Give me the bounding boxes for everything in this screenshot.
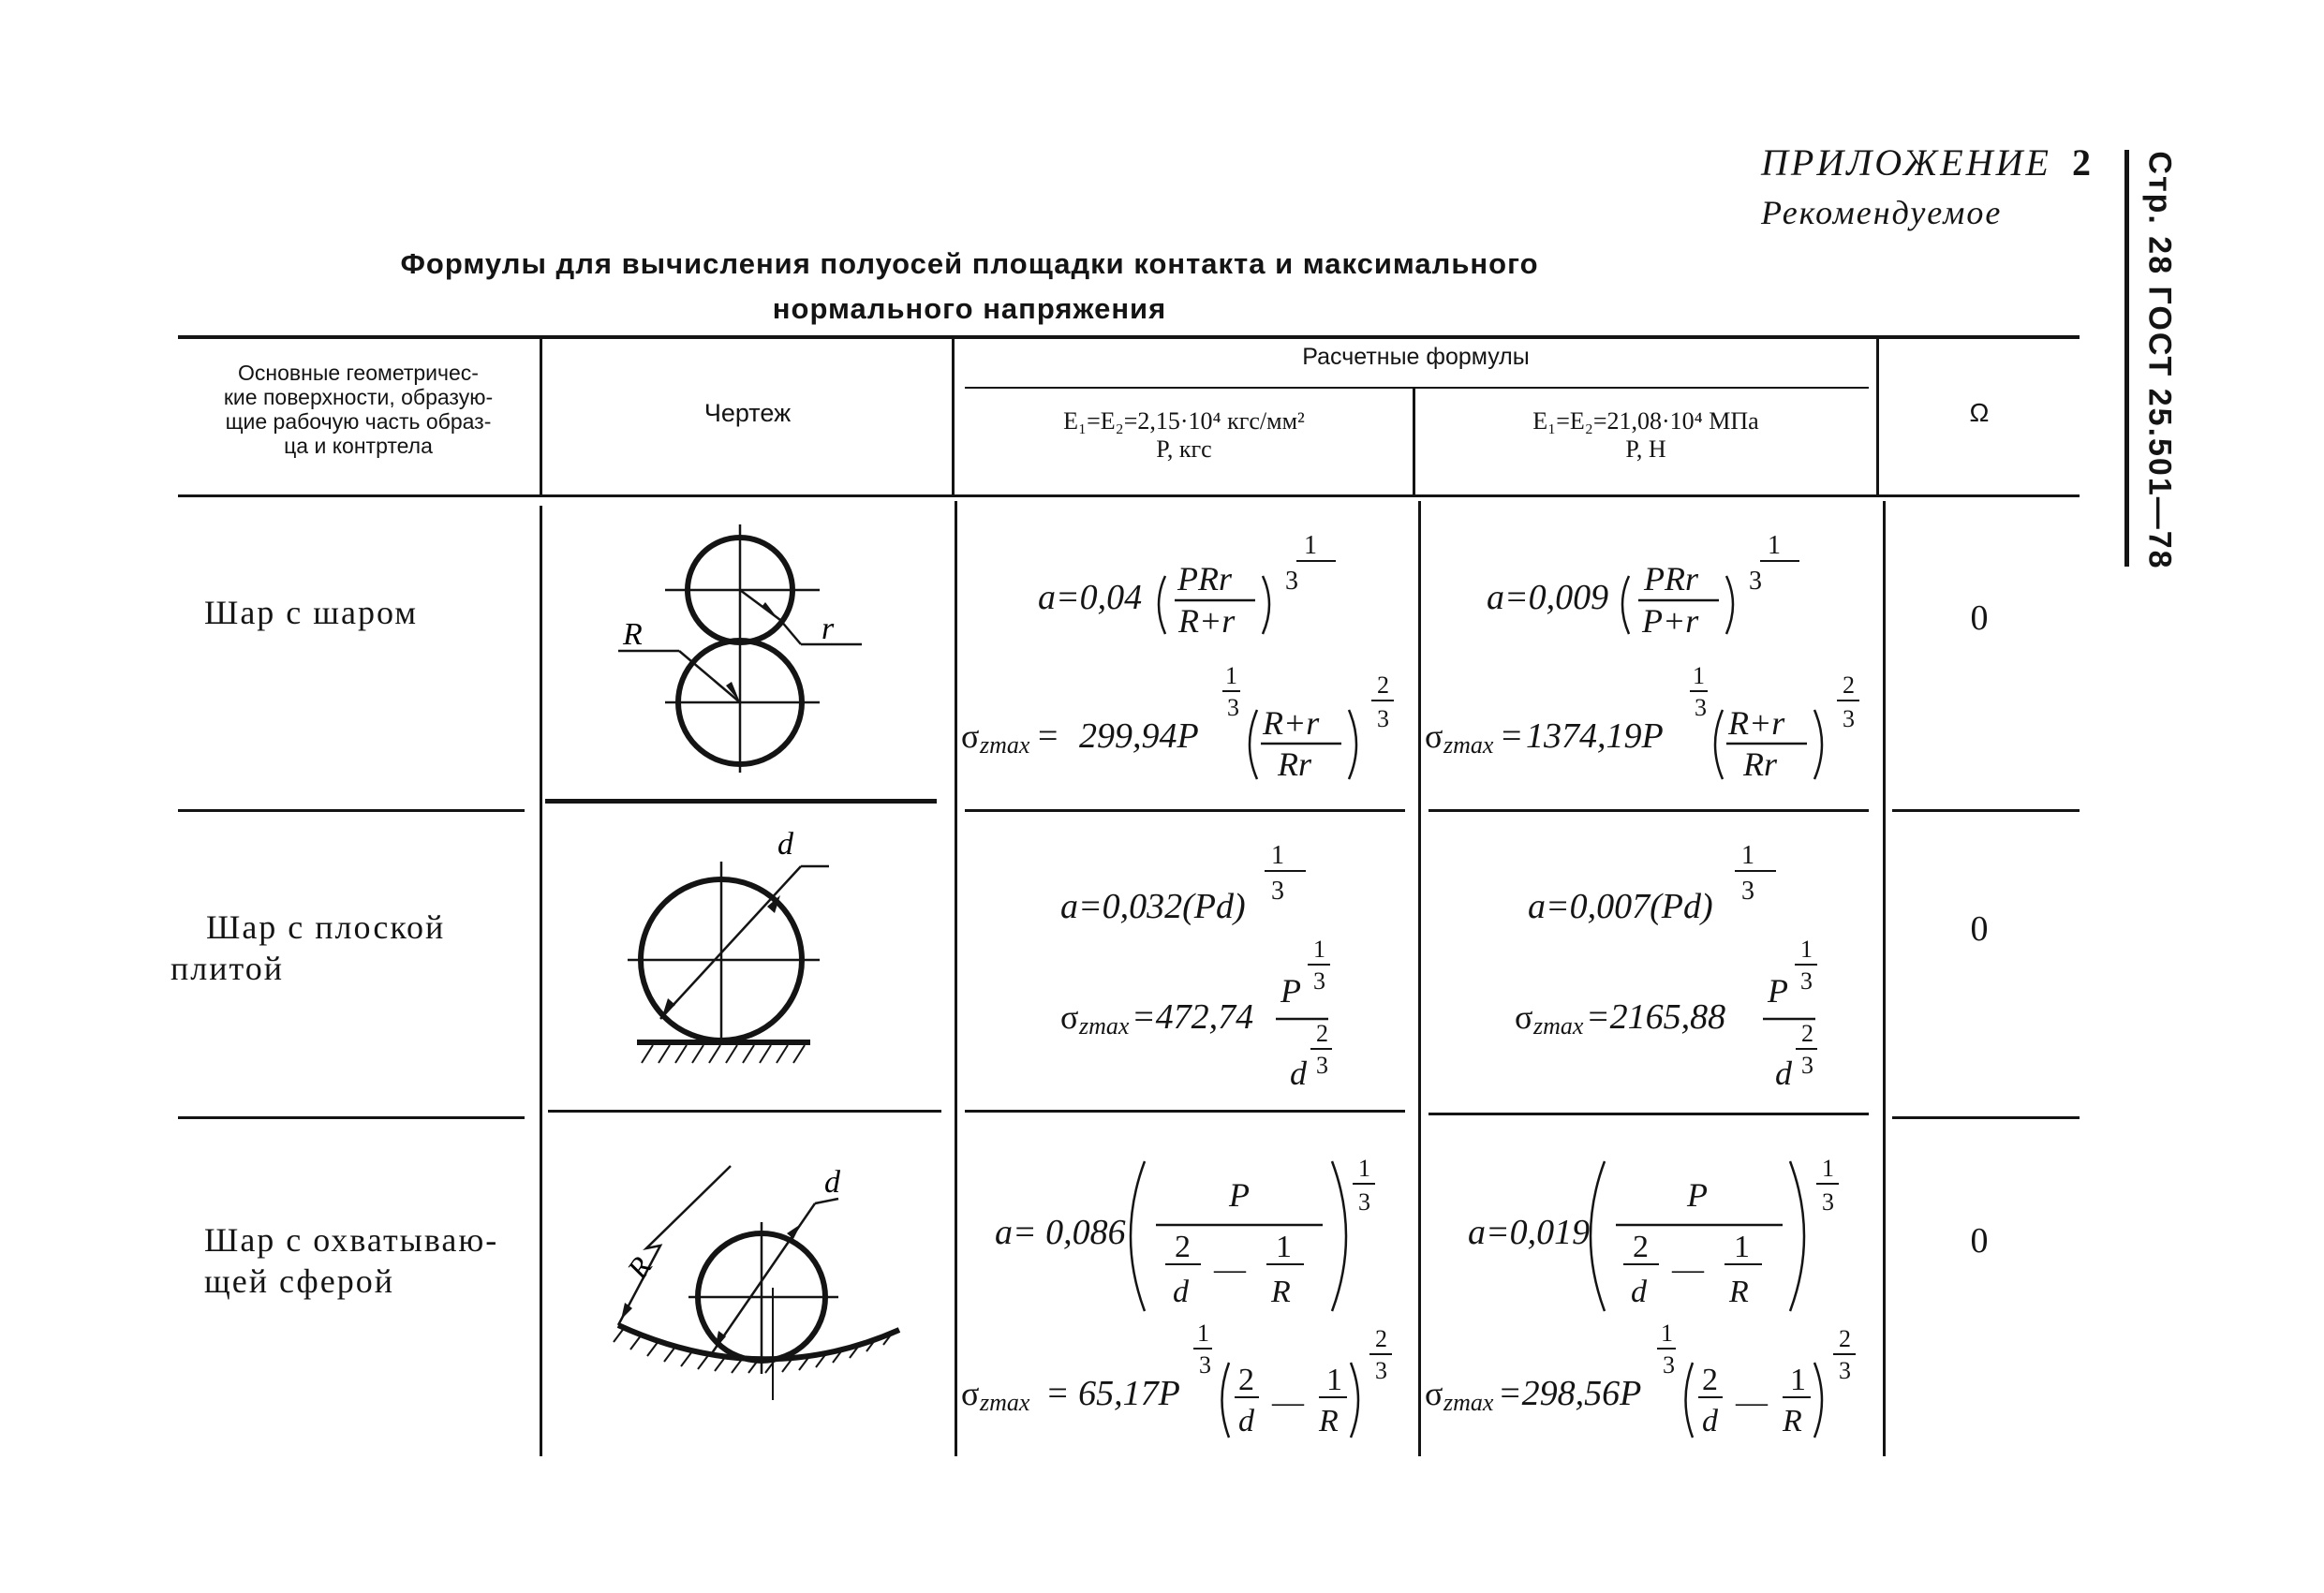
frac-num: P	[1229, 1176, 1250, 1214]
frac-num: P	[1768, 972, 1788, 1010]
table-top-rule	[178, 335, 2080, 339]
minus-sign: —	[1214, 1252, 1246, 1287]
row2-label	[170, 907, 531, 989]
drawing-label-R: R	[623, 617, 643, 652]
document-title	[178, 242, 1761, 332]
row1-last: 0	[1970, 598, 1989, 638]
exp-den: 3	[1801, 1052, 1813, 1079]
sigma-sub: zmax	[1443, 1389, 1494, 1416]
coef-text: a=0,019	[1468, 1213, 1591, 1252]
appendix-title	[1761, 140, 2094, 184]
header-mpa-line2: P, Н	[1625, 435, 1666, 463]
exp-den: 3	[1271, 877, 1284, 906]
header-last: Ω	[1969, 398, 1990, 427]
row2-kgf-sigma-formula	[957, 937, 1416, 1100]
row1-mpa-sigma-formula	[1421, 656, 1880, 796]
exp-den: 3	[1800, 967, 1813, 995]
row3-label	[204, 1219, 498, 1302]
row1-mpa-a-formula	[1421, 520, 1880, 651]
header-kgf	[955, 407, 1414, 464]
frac-R: R	[1319, 1404, 1339, 1438]
exp-den: 3	[1227, 694, 1239, 721]
row3-mpa-sigma-formula	[1421, 1320, 1880, 1452]
body-vline-4	[1883, 501, 1886, 1456]
frac-num: P	[1687, 1176, 1708, 1214]
exp-den: 3	[1843, 705, 1855, 732]
frac-R: R	[1783, 1404, 1802, 1438]
formula-text: a=0,007(Pd)	[1528, 887, 1713, 926]
sigma-symbol: σ	[1425, 1375, 1443, 1412]
coef-text: a=0,04	[1038, 578, 1143, 617]
side-rule	[2124, 150, 2129, 567]
frac-1: 1	[1790, 1363, 1806, 1397]
frac-d: d	[1173, 1275, 1189, 1309]
sigma-sub: zmax	[980, 731, 1030, 759]
frac-d: d	[1631, 1275, 1647, 1309]
row3-kgf-a-formula	[957, 1143, 1416, 1320]
row3-label-line2: щей сферой	[204, 1262, 394, 1300]
frac-1: 1	[1326, 1363, 1342, 1397]
frac-1: 1	[1734, 1230, 1750, 1264]
exp-num: 2	[1375, 1325, 1387, 1352]
svg-text:=: =	[1038, 716, 1058, 756]
frac-2: 2	[1702, 1363, 1718, 1397]
exp-num: 1	[1304, 531, 1317, 560]
row1-sep-b	[545, 799, 937, 804]
exp-den: 3	[1663, 1351, 1675, 1379]
row1-sep-e	[1892, 809, 2080, 812]
minus-sign: —	[1672, 1252, 1704, 1287]
drawing-ball-sphere	[548, 1128, 946, 1419]
header-formulas: Расчетные формулы	[1302, 344, 1530, 370]
exp-num: 1	[1768, 531, 1781, 560]
appendix-number: 2	[2071, 141, 2094, 184]
appendix-title-text: ПРИЛОЖЕНИЕ	[1761, 141, 2051, 184]
frac-num: R+r	[1728, 704, 1785, 742]
row2-sep-e	[1892, 1116, 2080, 1119]
title-line-1: Формулы для вычисления полуосей площадки контакта и максимального	[400, 247, 1539, 280]
exp-den: 3	[1358, 1188, 1370, 1216]
header-bottom-rule	[178, 494, 2080, 497]
sigma-sub: zmax	[1443, 731, 1494, 759]
frac-num: PRr	[1177, 560, 1232, 597]
sigma-symbol: σ	[961, 717, 980, 755]
exp-den: 3	[1741, 877, 1754, 906]
exp-den: 3	[1316, 1052, 1328, 1079]
sigma-sub: zmax	[980, 1389, 1030, 1416]
exp-den: 3	[1285, 567, 1298, 596]
frac-num: R+r	[1263, 704, 1320, 742]
exp-den: 3	[1695, 694, 1707, 721]
frac-2: 2	[1175, 1230, 1191, 1264]
row2-sep-c	[965, 1110, 1405, 1113]
row2-last: 0	[1970, 909, 1989, 949]
exp-num: 2	[1316, 1020, 1328, 1047]
header-surfaces	[178, 361, 539, 458]
sigma-symbol: σ	[961, 1375, 980, 1412]
exp-den: 3	[1377, 705, 1389, 732]
frac-num: P	[1280, 972, 1301, 1010]
header-kgf-line2: P, кгс	[1156, 435, 1212, 463]
sigma-symbol: σ	[1060, 998, 1079, 1036]
frac-den: d	[1775, 1055, 1792, 1092]
exp-num: 1	[1661, 1320, 1673, 1347]
frac-num: PRr	[1644, 560, 1698, 597]
row2-label-line2: плитой	[170, 950, 285, 987]
sigma-symbol: σ	[1425, 717, 1443, 755]
exp-den: 3	[1839, 1357, 1851, 1384]
minus-sign: —	[1736, 1385, 1768, 1420]
frac-d: d	[1238, 1404, 1254, 1438]
row1-sep-d	[1428, 809, 1869, 812]
header-mpa	[1415, 407, 1876, 464]
row1-sep-c	[965, 809, 1405, 812]
frac-den: Rr	[1743, 745, 1777, 783]
frac-1: 1	[1276, 1230, 1292, 1264]
header-mpa-line1: E₁=E₂=21,08·10⁴ МПа	[1532, 407, 1759, 435]
exp-num: 1	[1271, 841, 1284, 870]
exp-den: 3	[1375, 1357, 1387, 1384]
frac-den: d	[1290, 1055, 1307, 1092]
coef-text: =298,56P	[1498, 1374, 1642, 1413]
coef-text: =2165,88	[1586, 997, 1726, 1037]
exp-den: 3	[1822, 1188, 1834, 1216]
exp-num: 1	[1225, 662, 1237, 689]
frac-den: Rr	[1278, 745, 1311, 783]
coef-text: a= 0,086	[995, 1213, 1126, 1252]
exp-num: 1	[1313, 937, 1325, 963]
exp-num: 2	[1801, 1020, 1813, 1047]
frac-2: 2	[1633, 1230, 1649, 1264]
header-kgf-line1: E₁=E₂=2,15·10⁴ кгс/мм²	[1063, 407, 1305, 435]
subheader-rule	[965, 387, 1869, 389]
drawing-label-d2: d	[824, 1165, 840, 1200]
row3-label-line1: Шар с охватываю-	[204, 1221, 499, 1259]
row3-kgf-sigma-formula	[957, 1320, 1416, 1452]
row2-mpa-a-formula	[1421, 833, 1880, 937]
drawing-ball-plate	[548, 824, 946, 1105]
body-vline-1	[540, 506, 542, 1456]
minus-sign: —	[1272, 1385, 1304, 1420]
header-surfaces-line: ца и контртела	[284, 434, 433, 458]
row1-sep-a	[178, 809, 525, 812]
exp-num: 2	[1839, 1325, 1851, 1352]
title-line-2: нормального напряжения	[772, 292, 1167, 325]
sigma-sub: zmax	[1079, 1012, 1130, 1040]
exp-num: 1	[1358, 1155, 1370, 1182]
row2-sep-d	[1428, 1113, 1869, 1115]
row2-label-line1: Шар с плоской	[206, 908, 446, 946]
row2-kgf-a-formula	[957, 833, 1416, 937]
sigma-sub: zmax	[1533, 1012, 1584, 1040]
svg-text:=: =	[1502, 716, 1522, 756]
exp-num: 1	[1822, 1155, 1834, 1182]
appendix-subtitle: Рекомендуемое	[1761, 194, 2003, 231]
coef-text: =472,74	[1132, 997, 1254, 1037]
row2-sep-b	[548, 1110, 941, 1113]
header-surfaces-line: кие поверхности, образую-	[223, 385, 494, 409]
row1-kgf-a-formula	[957, 520, 1416, 651]
exp-num: 2	[1843, 671, 1855, 699]
coef-text: a=0,009	[1487, 578, 1609, 617]
header-drawing: Чертеж	[703, 399, 792, 427]
row1-kgf-sigma-formula	[957, 656, 1416, 796]
coef-text: 1374,19P	[1526, 716, 1664, 756]
frac-den: R+r	[1178, 602, 1236, 640]
side-label	[2131, 151, 2187, 570]
exp-den: 3	[1313, 967, 1325, 995]
row3-last: 0	[1970, 1221, 1989, 1261]
drawing-label-r: r	[822, 612, 835, 646]
frac-d: d	[1702, 1404, 1718, 1438]
header-surfaces-line: Основные геометричес-	[238, 361, 479, 385]
frac-R: R	[1729, 1275, 1749, 1309]
exp-num: 2	[1377, 671, 1389, 699]
sigma-symbol: σ	[1515, 998, 1533, 1036]
coef-text: 299,94P	[1079, 716, 1199, 756]
frac-2: 2	[1238, 1363, 1254, 1397]
side-label-text: Стр. 28 ГОСТ 25.501—78	[2141, 151, 2178, 570]
coef-text: = 65,17P	[1045, 1374, 1180, 1413]
row2-sep-a	[178, 1116, 525, 1119]
exp-num: 1	[1741, 841, 1754, 870]
row1-label: Шар с шаром	[204, 594, 419, 631]
drawing-ball-ball	[548, 506, 946, 796]
exp-num: 1	[1800, 937, 1813, 963]
formula-text: a=0,032(Pd)	[1060, 887, 1246, 926]
row3-mpa-a-formula	[1421, 1143, 1880, 1320]
frac-R: R	[1271, 1275, 1291, 1309]
row2-mpa-sigma-formula	[1421, 937, 1880, 1100]
exp-den: 3	[1749, 567, 1762, 596]
hdr-vline-1	[540, 339, 542, 496]
drawing-label-R2: R	[620, 1250, 659, 1285]
exp-num: 1	[1693, 662, 1705, 689]
exp-num: 1	[1197, 1320, 1209, 1347]
header-surfaces-line: щие рабочую часть образ-	[225, 409, 492, 434]
drawing-label-d: d	[777, 827, 793, 862]
exp-den: 3	[1199, 1351, 1211, 1379]
frac-den: P+r	[1642, 602, 1699, 640]
